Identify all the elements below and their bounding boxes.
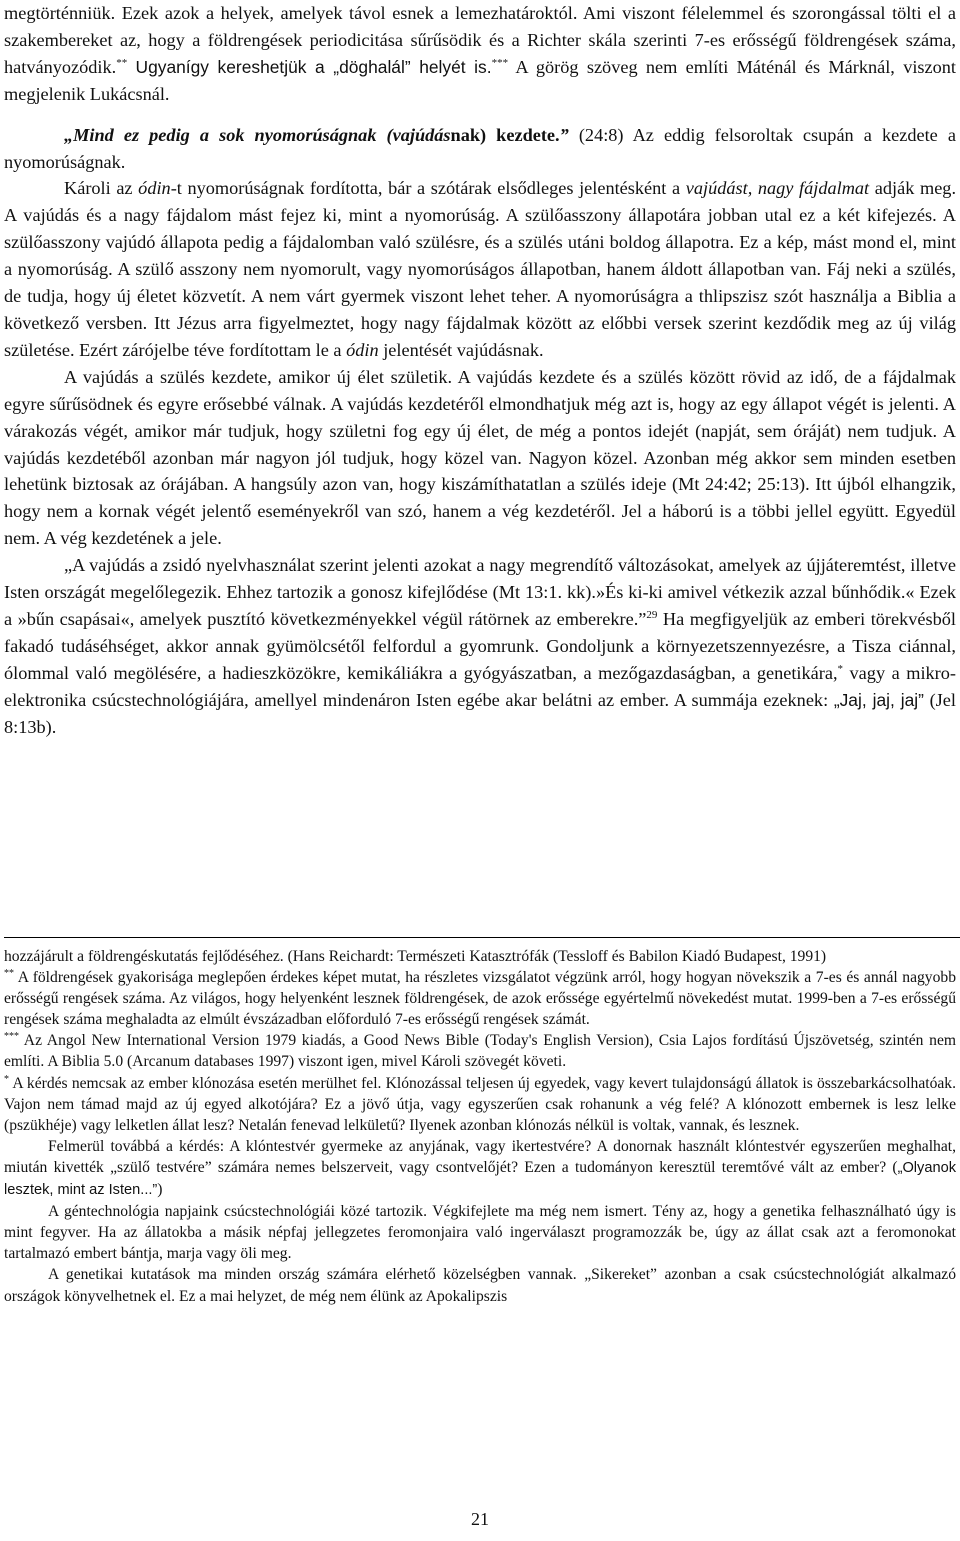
text-span: Károli az <box>64 178 139 199</box>
verse-quote: „Mind ez pedig a sok nyomorúságnak (vajúdás <box>64 124 451 145</box>
footnote-continuation: hozzájárult a földrengéskutatás fejlődéséhez. (Hans Reichardt: Természeti Katasztrófák (Tessloff és Babilon Kiadó Budapest, 1991) <box>4 948 827 965</box>
text-span: (24:8) Az eddig felsoroltak csupán a kezdete a nyomorúságnak. <box>4 124 956 172</box>
text-span: -t nyomorúságnak fordította, bár a szótárak elsődleges jelentésként a <box>170 178 686 199</box>
text-span: Ugyanígy kereshetjük a „döghalál” helyét is. <box>135 56 492 77</box>
quote-span: „Jaj, jaj, jaj” <box>833 689 924 710</box>
footnote-marker: 29 <box>646 608 658 621</box>
quote-span: „Olyanok lesztek, mint az Isten...” <box>4 1159 956 1199</box>
paragraph-5 <box>4 552 956 740</box>
footnote-text: Felmerül továbbá a kérdés: A klóntestvér gyermeke az anyjának, vagy ikertestvére? A donornak használt klóntestvér egyszerűen meghalhat, miután kivették „szülő testvére” számára nemes belszerveit, vagy csontvelőjét? Ezen a tudományon keresztül teremtővé vált az ember? ( <box>4 1137 956 1176</box>
paragraph-3 <box>4 175 956 363</box>
text-span: (Jel 8:13b). <box>4 689 956 737</box>
main-text <box>4 0 956 740</box>
footnote-text: A kérdés nemcsak az ember klónozása esetén merülhet fel. Klónozással teljesen új egyedek, vagy kevert tulajdonságú állatok is összebarkácsolhatóak. Vajon nem támad majd az új egyed alkotójára? Ez a jövő útja, vagy egyszerűen csak rohanunk a vég felé? A klónozott embernek is lesz lelke (pszükhéje) vagy lelketlen állat lesz? Netalán fenevad lelkületű? Ilyenek azonban klónozás nélkül is voltak, vannak, és lesznek. <box>4 1074 956 1134</box>
page-body <box>4 0 956 740</box>
footnote-text: A földrengések gyakorisága meglepően érdekes képet mutat, ha részletes vizsgálatot végzünk arról, hogy hogyan növekszik a 7-es és annál nagyobb erősségű rengések száma. Az világos, hogy helyenként lesznek földrengések, de azok erőssége egyértelmű növekedést mutat. 1999-ben a 7-es erősségű rengések száma meghaladta az elmúlt évszázadban előforduló 7-es erősségű rengések számát. <box>4 969 956 1029</box>
paragraph-1 <box>4 0 956 108</box>
verse-paragraph <box>4 122 956 176</box>
footnote-paragraph: A genetikai kutatások ma minden ország számára elérhető közelségben vannak. „Sikereket” azonban a csak csúcstechnológiát alkalmazó országok könyvelhetnek el. Ez a mai helyzet, de még nem élünk az Apokalipszis <box>4 1266 956 1305</box>
verse-quote: nak) kezdete. <box>450 124 560 145</box>
footnote-paragraph <box>4 1136 956 1201</box>
footnote-text: Az Angol New International Version 1979 kiadás, a Good News Bible (Today's English Version), Csia Lajos fordítású Újszövetség, szintén nem említi. A Biblia 5.0 (Arcanum databases 1997) viszont igen, mivel Károli szövegét követi. <box>4 1032 956 1071</box>
text-span: vagy a mikro-elektronika csúcstechnológiájára, amellyel mindenáron Isten egébe akar belátni az ember. A summája ezeknek: <box>4 662 956 710</box>
text-span: adják meg. A vajúdás és a nagy fájdalom mást fejez ki, mint a nyomorúság. A szülőasszony állapotára jobban utal ez a két kifejezés. A szülőasszony vajúdó állapota pedig a fájdalomban való szülésre, és a szülés utáni boldog állapotra. Ez a kép, mást mond el, mint a nyomorúság. A szülő asszony nem nyomorult, vagy nyomorúságos állapotban, hanem áldott állapotban van. Fáj neki a szülés, de tudja, hogy új életet közvetít. A nem várt gyermek viszont lehet teher. A nyomorúságra a thlipszisz szót használja a Biblia a következő versben. Itt Jézus arra figyelmeztet, hogy nagy fájdalmak között az előbbi versek szerint kezdődik meg az új világ születése. Ezért zárójelbe téve fordítottam le a <box>4 178 957 360</box>
italic-term: ódin <box>346 339 379 360</box>
paragraph-4: A vajúdás a szülés kezdete, amikor új élet születik. A vajúdás kezdete és a szülés között rövid az idő, de a fájdalmak egyre sűrűsödnek és egyre erősebbé válnak. A vajúdás kezdetéről elmondhatjuk még azt is, hogy az egy állapot végét is jelenti. A várakozás végét, amikor már tudjuk, hogy születni fog egy új élet, de még a pontos idejét (napját, sem óráját) nem tudjuk. A vajúdás kezdetéből azonban már nagyon jól tudjuk, hogy közel van. Nagyon közel. Azonban még akkor sem minden esetben lehetünk biztosak az órájában. A hangsúly azon van, hogy kiszámíthatatlan a szülés ideje (Mt 24:42; 25:13). Itt újból elhangzik, hogy nem a kornak végét jelentő eseményekről van szó, hanem a vég kezdetéről. Jel a háború is a többi jellel együtt. Egyedül nem. A vég kezdetének a jele. <box>4 366 956 549</box>
footnote-marker: *** <box>4 1031 19 1043</box>
italic-term: ódin <box>138 178 171 199</box>
footnote-item <box>4 967 956 1030</box>
footnote-marker: ** <box>4 968 14 980</box>
footnote-divider <box>4 937 960 938</box>
italic-term: vajúdást, nagy fájdalmat <box>685 178 870 199</box>
footnote-marker: ** <box>116 56 128 69</box>
verse-quote: ” <box>559 124 569 145</box>
page-number: 21 <box>471 1509 489 1529</box>
footnote-marker: *** <box>491 56 509 69</box>
footnote-marker: * <box>4 1073 9 1085</box>
text-span: „A vajúdás a zsidó nyelvhasználat szerint jelenti azokat a nagy megrendítő változásokat, amelyek az újjáteremtést, illetve Isten országát megelőlegezik. Ehhez tartozik a gonosz kifejlődése (Mt 13:1. kk).»És ki-ki amivel vétkezik azzal bűnhődik.« Ezek a »bűn csapásai«, amelyek pusztító következményekkel végül rátörnek az emberekre.” <box>4 555 956 629</box>
footnote-text: ) <box>157 1181 163 1199</box>
footnote-item <box>4 1030 956 1072</box>
footnotes <box>4 946 956 1307</box>
text-span: Ha megfigyeljük az emberi törekvésből fakadó tudáséhséget, akkor annak gyümölcsétől felfordul a gyomrunk. Gondoljunk a környezetszennyezésre, a Tisza ciánnal, ólommal való megölésére, a hadieszközökre, kemikáliákra a gyógyászatban, a mezőgazdaságban, a genetikára, <box>4 608 956 683</box>
text-span: megtörténniük. Ezek azok a helyek, amelyek távol esnek a lemezhatároktól. Ami viszont félelemmel és szorongással tölti el a szakembereket az, hogy a földrengések periodicitása sűrűsödik és a Richter skála szerinti 7-es erősségű földrengések száma, hatványozódik. <box>4 3 956 77</box>
text-span: A görög szöveg nem említi Máténál és Márknál, viszont megjelenik Lukácsnál. <box>4 56 956 104</box>
footnote-marker: * <box>837 662 844 675</box>
text-span: jelentését vajúdásnak. <box>378 339 544 360</box>
footnote-paragraph: A géntechnológia napjaink csúcstechnológiái közé tartozik. Végkifejlete ma még nem ismert. Tény az, hogy a genetika felhasználható úgy is mint fegyver. Ha az állatokba a másik népfaj jellegzetes feromonjaira való ingerválaszt programozzák be, úgy az állat csak azt a feromonokat tartalmazó embert bántja, marja vagy öli meg. <box>4 1203 956 1263</box>
footnote-item <box>4 1073 956 1136</box>
